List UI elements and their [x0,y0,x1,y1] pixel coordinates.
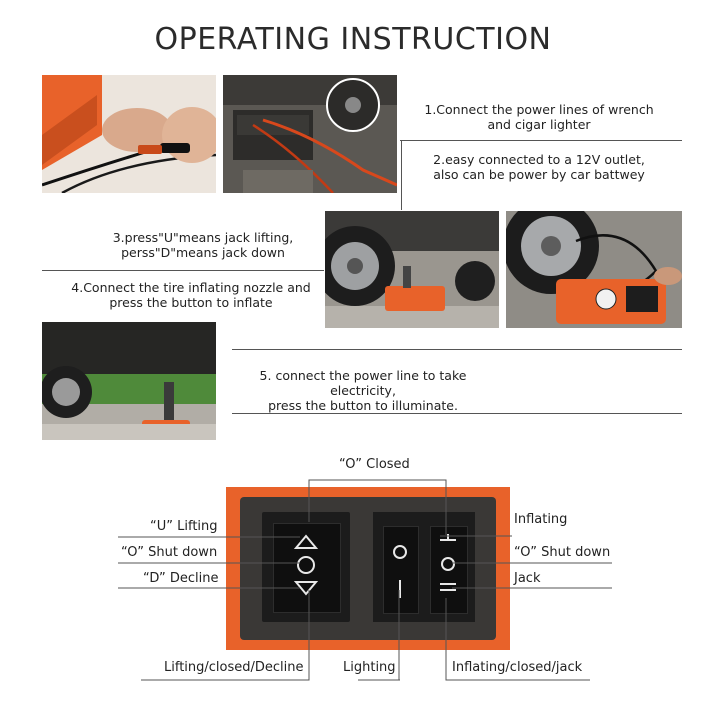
label-inflating: Inflating [514,512,568,527]
label-inflating-closed-jack: Inflating/closed/jack [452,660,583,675]
step-5-text: 5. connect the power line to take electricity, press the button to illuminate. [259,368,467,413]
step-1-text: 1.Connect the power lines of wrench and cigar lighter [424,102,654,132]
label-lifting-closed-decline: Lifting/closed/Decline [164,660,304,675]
label-o-closed: “O” Closed [339,457,410,472]
step-2-text: 2.easy connected to a 12V outlet, also can be power by car battwey [433,152,645,182]
step-3-text: 3.press"U"means jack lifting, perss"D"means jack down [112,230,294,260]
label-jack: Jack [514,571,541,586]
label-o-shut-down-left: “O” Shut down [121,545,218,560]
label-u-lifting: “U” Lifting [150,519,218,534]
label-lighting: Lighting [343,660,396,675]
label-d-decline: “D” Decline [143,571,219,586]
step-4-text: 4.Connect the tire inflating nozzle and press the button to inflate [71,280,311,310]
label-o-shut-down-right: “O” Shut down [514,545,611,560]
page-title: OPERATING INSTRUCTION [154,22,552,57]
